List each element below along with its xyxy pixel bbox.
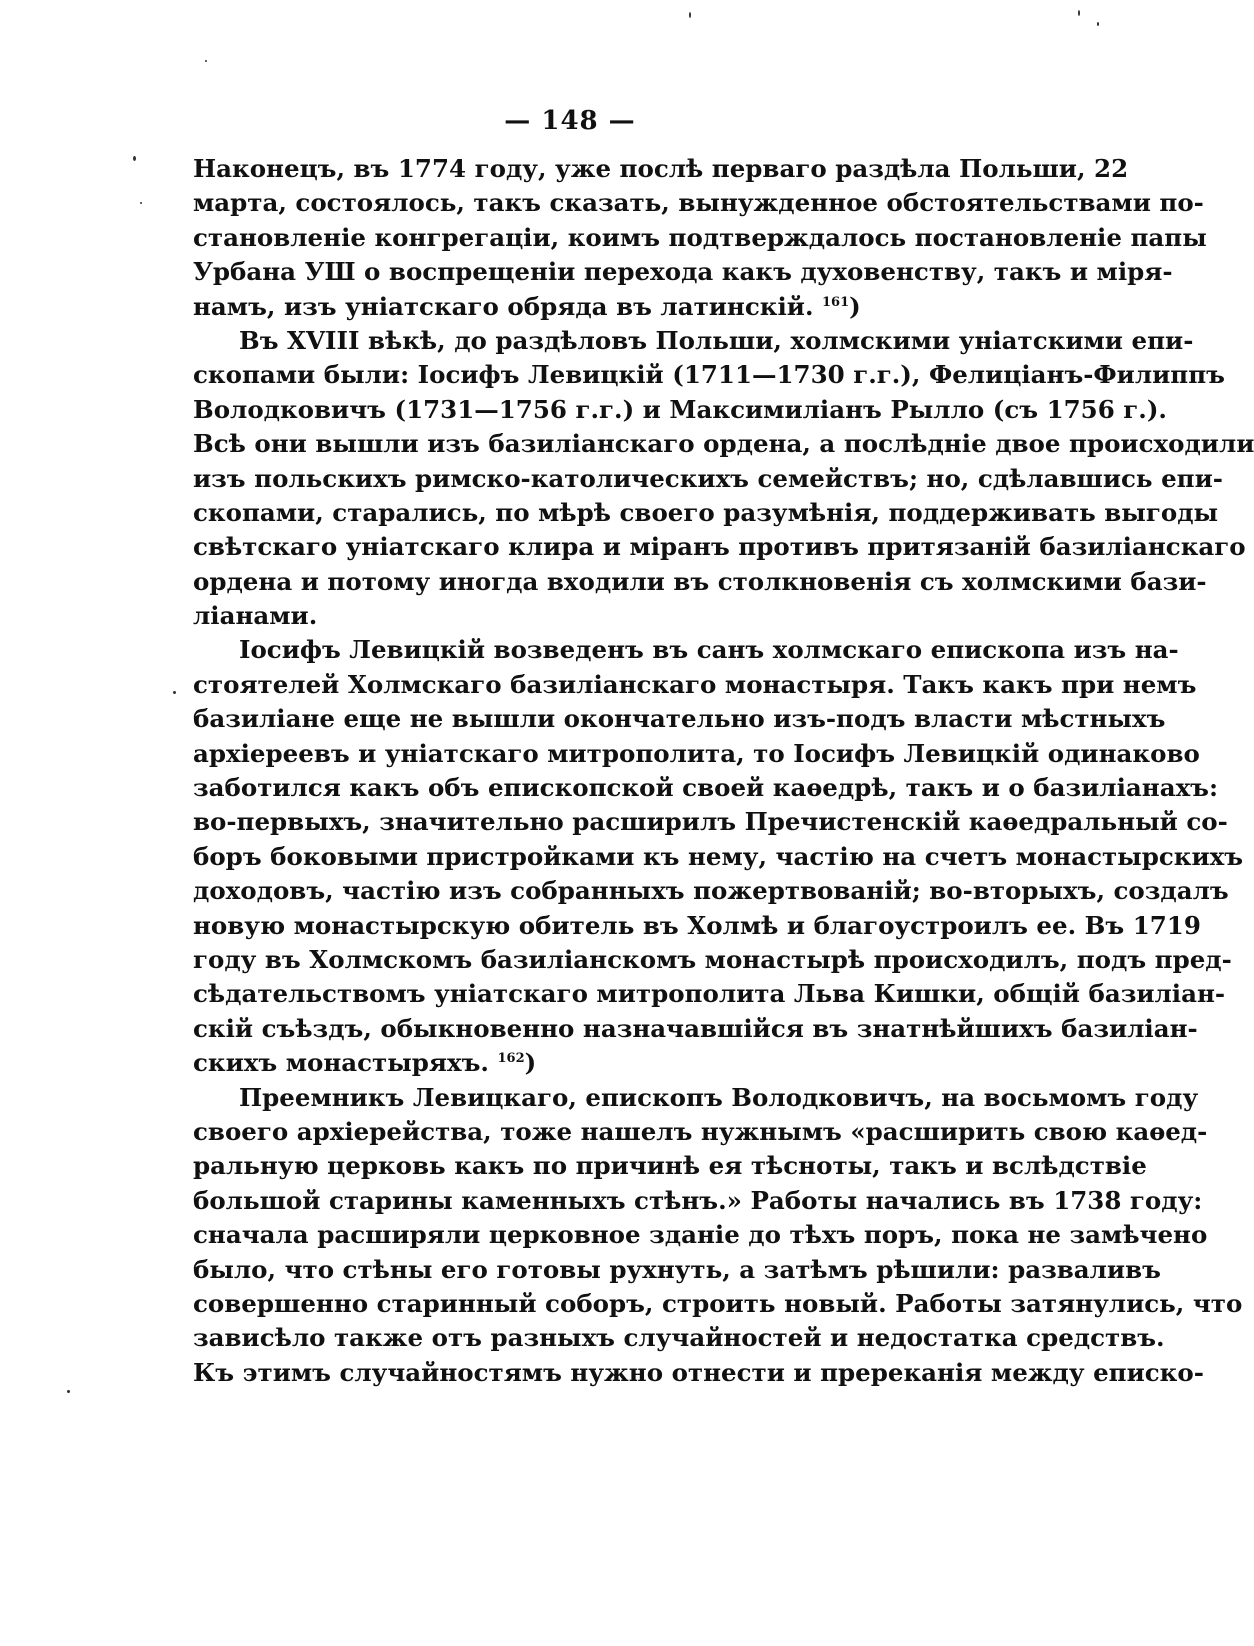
text-line: Преемникъ Левицкаго, епископъ Володковичъ, на восьмомъ году: [239, 1082, 1199, 1112]
text-line: большой старины каменныхъ стѣнъ.» Работы начались въ 1738 году:: [193, 1185, 1203, 1215]
text-line: свѣтскаго уніатскаго клира и міранъ противъ притязаній базиліанскаго: [193, 532, 1246, 562]
text-line: своего архіерейства, тоже нашелъ нужнымъ «расширить свою каѳед-: [193, 1116, 1208, 1146]
text-line: намъ, изъ уніатскаго обряда въ латинскій.: [193, 291, 814, 321]
text-line: стоятелей Холмскаго базиліанскаго монастыря. Такъ какъ при немъ: [193, 669, 1197, 699]
text-line: во-первыхъ, значительно расширилъ Пречистенскій каѳедральный со-: [193, 807, 1228, 837]
text-line: было, что стѣны его готовы рухнуть, а затѣмъ рѣшили: разваливъ: [193, 1254, 1161, 1284]
text-line: новую монастырскую обитель въ Холмѣ и благоустроилъ ее. Въ 1719: [193, 910, 1201, 940]
text-line: году въ Холмскомъ базиліанскомъ монастырѣ происходилъ, подъ пред-: [193, 944, 1232, 974]
scan-speck: [173, 691, 176, 694]
text-line: скій съѣздъ, обыкновенно назначавшійся въ знатнѣйшихъ базиліан-: [193, 1013, 1198, 1043]
paragraph-2: [193, 324, 1254, 634]
footnote-paren: ): [849, 291, 861, 321]
text-line: Наконецъ, въ 1774 году, уже послѣ перваго раздѣла Польши, 22: [193, 154, 1129, 183]
scan-speck: [133, 156, 136, 161]
text-line: ліанами.: [193, 601, 318, 631]
text-line: ральную церковь какъ по причинѣ ея тѣсноты, такъ и вслѣдствіе: [193, 1151, 1147, 1181]
text-line-with-footnote: [193, 1046, 1043, 1080]
text-line: скихъ монастыряхъ.: [193, 1048, 489, 1078]
scan-speck: [67, 1390, 70, 1393]
body-text: [193, 152, 1254, 1390]
paragraph-1: [193, 152, 1207, 324]
text-line: Всѣ они вышли изъ базиліанскаго ордена, а послѣдніе двое происходили: [193, 429, 1254, 459]
scan-speck: [140, 202, 142, 204]
text-line: доходовъ, частію изъ собранныхъ пожертвованій; во-вторыхъ, создалъ: [193, 876, 1229, 906]
text-line: Къ этимъ случайностямъ нужно отнести и пререканія между еписко-: [193, 1357, 1204, 1387]
paragraph-4: [193, 1081, 1243, 1391]
text-line: совершенно старинный соборъ, строить новый. Работы затянулись, что: [193, 1288, 1243, 1318]
text-line: базиліане еще не вышли окончательно изъ-подъ власти мѣстныхъ: [193, 704, 1166, 734]
text-line: зависѣло также отъ разныхъ случайностей и недостатка средствъ.: [193, 1323, 1165, 1353]
text-line: сначала расширяли церковное зданіе до тѣхъ поръ, пока не замѣчено: [193, 1220, 1208, 1250]
text-line: ордена и потому иногда входили въ столкновенія съ холмскими бази-: [193, 566, 1207, 596]
text-line: Володковичъ (1731—1756 г.г.) и Максимиліанъ Рылло (съ 1756 г.).: [193, 394, 1167, 424]
text-line: Въ XVIII вѣкѣ, до раздѣловъ Польши, холмскими уніатскими епи-: [239, 325, 1194, 355]
paragraph-3: [193, 633, 1244, 1080]
text-line: заботился какъ объ епископской своей каѳедрѣ, такъ и о базиліанахъ:: [193, 773, 1219, 803]
footnote-ref: 161: [822, 294, 850, 310]
text-line: скопами были: Іосифъ Левицкій (1711—1730 г.г.), Фелиціанъ-Филиппъ: [193, 360, 1225, 390]
page-number: — 148 —: [504, 106, 636, 136]
text-line: изъ польскихъ римско-католическихъ семействъ; но, сдѣлавшись епи-: [193, 463, 1223, 493]
scan-speck: [205, 60, 207, 62]
scan-speck: [1078, 10, 1080, 16]
scan-speck: [1097, 22, 1099, 26]
text-line: становленіе конгрегаціи, коимъ подтверждалось постановленіе папы: [193, 222, 1207, 252]
footnote-paren: ): [524, 1048, 537, 1078]
text-line: Іосифъ Левицкій возведенъ въ санъ холмскаго епископа изъ на-: [239, 635, 1179, 665]
scan-speck: [689, 12, 691, 18]
text-line: сѣдательствомъ уніатскаго митрополита Льва Кишки, общій базиліан-: [193, 979, 1226, 1009]
text-line: Урбана УШ о воспрещеніи перехода какъ духовенству, такъ и міря-: [193, 257, 1173, 287]
text-line: марта, состоялось, такъ сказать, вынужденное обстоятельствами по-: [193, 188, 1204, 218]
footnote-ref: 162: [497, 1051, 525, 1066]
text-line: архіереевъ и уніатскаго митрополита, то Іосифъ Левицкій одинаково: [193, 738, 1200, 768]
text-line: боръ боковыми пристройками къ нему, частію на счетъ монастырскихъ: [193, 841, 1244, 871]
text-line-with-footnote: [193, 290, 1043, 324]
text-line: скопами, старались, по мѣрѣ своего разумѣнія, поддерживать выгоды: [193, 497, 1219, 527]
